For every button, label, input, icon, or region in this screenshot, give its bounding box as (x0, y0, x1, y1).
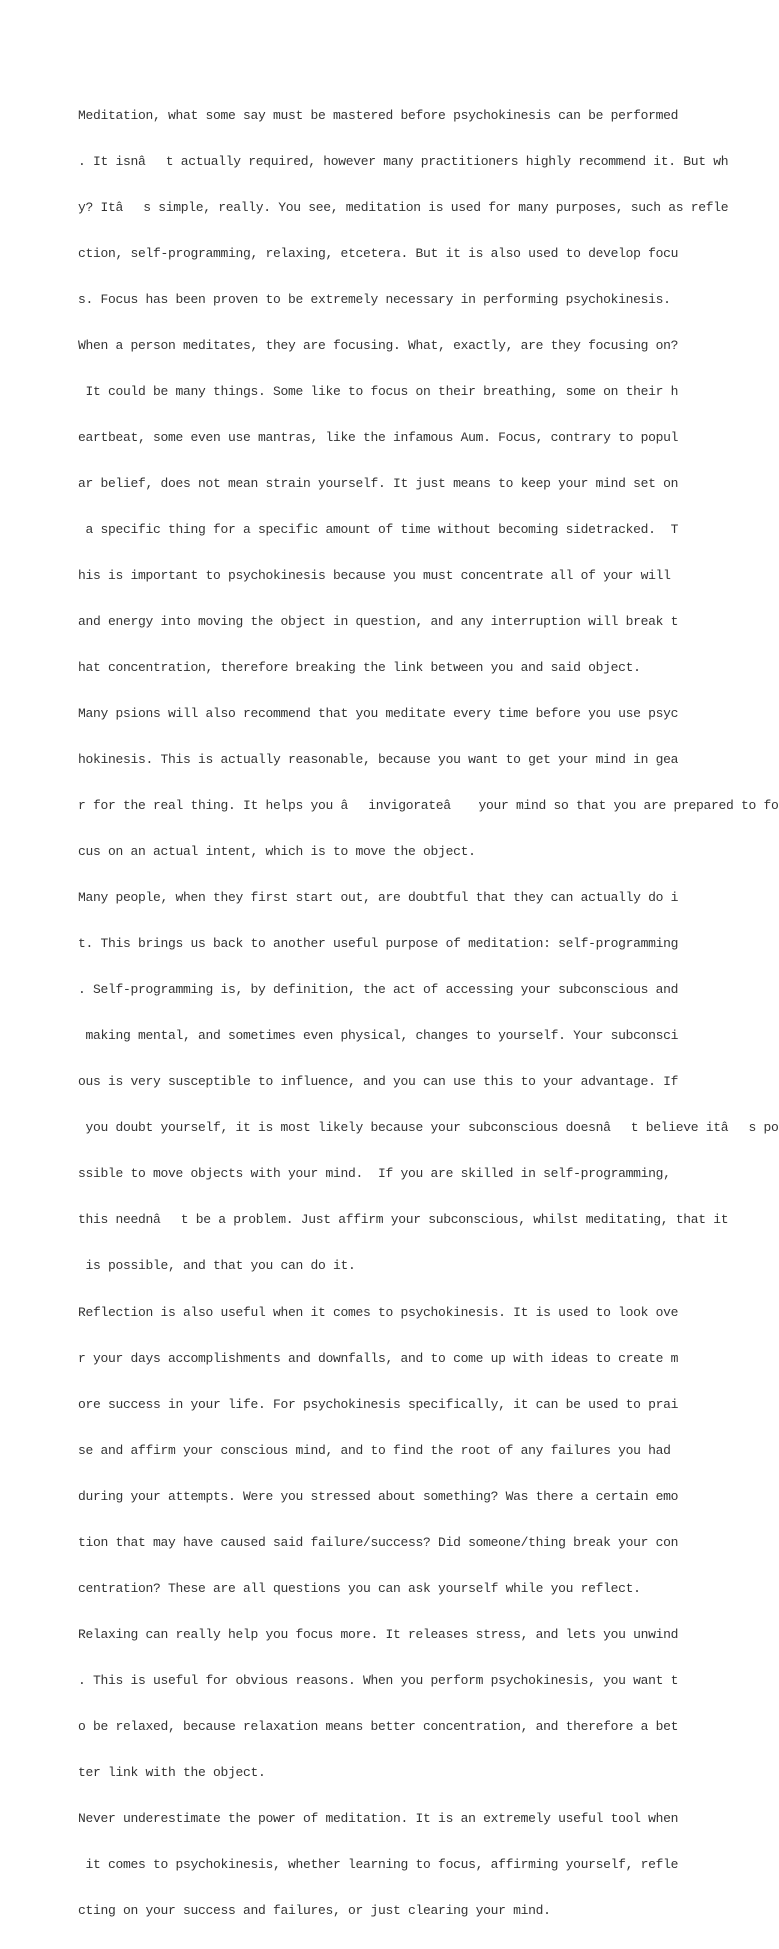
text-line: r for the real thing. It helps you âinvigorateâ your mind so that you are prepared to fo (78, 798, 779, 814)
text-line: se and affirm your conscious mind, and to find the root of any failures you had (78, 1442, 671, 1458)
text-line: ore success in your life. For psychokinesis specifically, it can be used to prai (78, 1396, 679, 1412)
text-line: ous is very susceptible to influence, and you can use this to your advantage. If (78, 1074, 679, 1090)
text-line: Reflection is also useful when it comes to psychokinesis. It is used to look ove (78, 1304, 679, 1320)
text-line: is possible, and that you can do it. (78, 1258, 356, 1274)
text-line: ssible to move objects with your mind. If you are skilled in self-programming, (78, 1166, 671, 1182)
text-line: Many psions will also recommend that you meditate every time before you use psyc (78, 706, 679, 722)
text-line: a specific thing for a specific amount of time without becoming sidetracked. T (78, 521, 679, 537)
text-line: t. This brings us back to another useful purpose of meditation: self-programming (78, 936, 679, 952)
text-line: . It isnât actually required, however many practitioners highly recommend it. But wh (78, 153, 729, 169)
text-line: centration? These are all questions you can ask yourself while you reflect. (78, 1580, 641, 1596)
text-line: his is important to psychokinesis because you must concentrate all of your will (78, 568, 671, 583)
text-line: Relaxing can really help you focus more. It releases stress, and lets you unwind (78, 1626, 679, 1642)
text-line: hat concentration, therefore breaking the link between you and said object. (78, 660, 641, 676)
text-line: r your days accomplishments and downfalls, and to come up with ideas to create m (78, 1350, 679, 1366)
text-line: ar belief, does not mean strain yourself. It just means to keep your mind set on (78, 475, 679, 491)
text-line: Never underestimate the power of meditation. It is an extremely useful tool when (78, 1810, 679, 1826)
text-line: . This is useful for obvious reasons. When you perform psychokinesis, you want t (78, 1672, 679, 1688)
text-line: eartbeat, some even use mantras, like the infamous Aum. Focus, contrary to popul (78, 429, 679, 445)
document-body (78, 77, 779, 1949)
text-line: Meditation, what some say must be mastered before psychokinesis can be performed (78, 107, 679, 123)
text-line: It could be many things. Some like to focus on their breathing, some on their h (78, 383, 679, 399)
text-line: ction, self-programming, relaxing, etcetera. But it is also used to develop focu (78, 245, 679, 261)
text-line: and energy into moving the object in question, and any interruption will break t (78, 614, 679, 630)
text-line: ter link with the object. (78, 1764, 266, 1780)
text-line: it comes to psychokinesis, whether learning to focus, affirming yourself, refle (78, 1856, 679, 1872)
text-line: Many people, when they first start out, are doubtful that they can actually do i (78, 890, 679, 906)
text-line: o be relaxed, because relaxation means better concentration, and therefore a bet (78, 1718, 679, 1734)
text-line: hokinesis. This is actually reasonable, because you want to get your mind in gea (78, 752, 679, 768)
text-line: tion that may have caused said failure/success? Did someone/thing break your con (78, 1534, 679, 1550)
text-line: y? Itâs simple, really. You see, meditation is used for many purposes, such as refle (78, 199, 729, 215)
text-line: this neednât be a problem. Just affirm your subconscious, whilst meditating, that it (78, 1212, 729, 1228)
text-line: cting on your success and failures, or just clearing your mind. (78, 1902, 551, 1918)
text-line: cus on an actual intent, which is to move the object. (78, 844, 476, 860)
text-line: s. Focus has been proven to be extremely necessary in performing psychokinesis. (78, 291, 671, 307)
text-line: . Self-programming is, by definition, the act of accessing your subconscious and (78, 982, 679, 998)
text-line: making mental, and sometimes even physical, changes to yourself. Your subconsci (78, 1028, 679, 1044)
text-line: When a person meditates, they are focusing. What, exactly, are they focusing on? (78, 337, 679, 353)
text-line: you doubt yourself, it is most likely because your subconscious doesnât believe itâs po (78, 1120, 779, 1136)
text-line: during your attempts. Were you stressed about something? Was there a certain emo (78, 1488, 679, 1504)
